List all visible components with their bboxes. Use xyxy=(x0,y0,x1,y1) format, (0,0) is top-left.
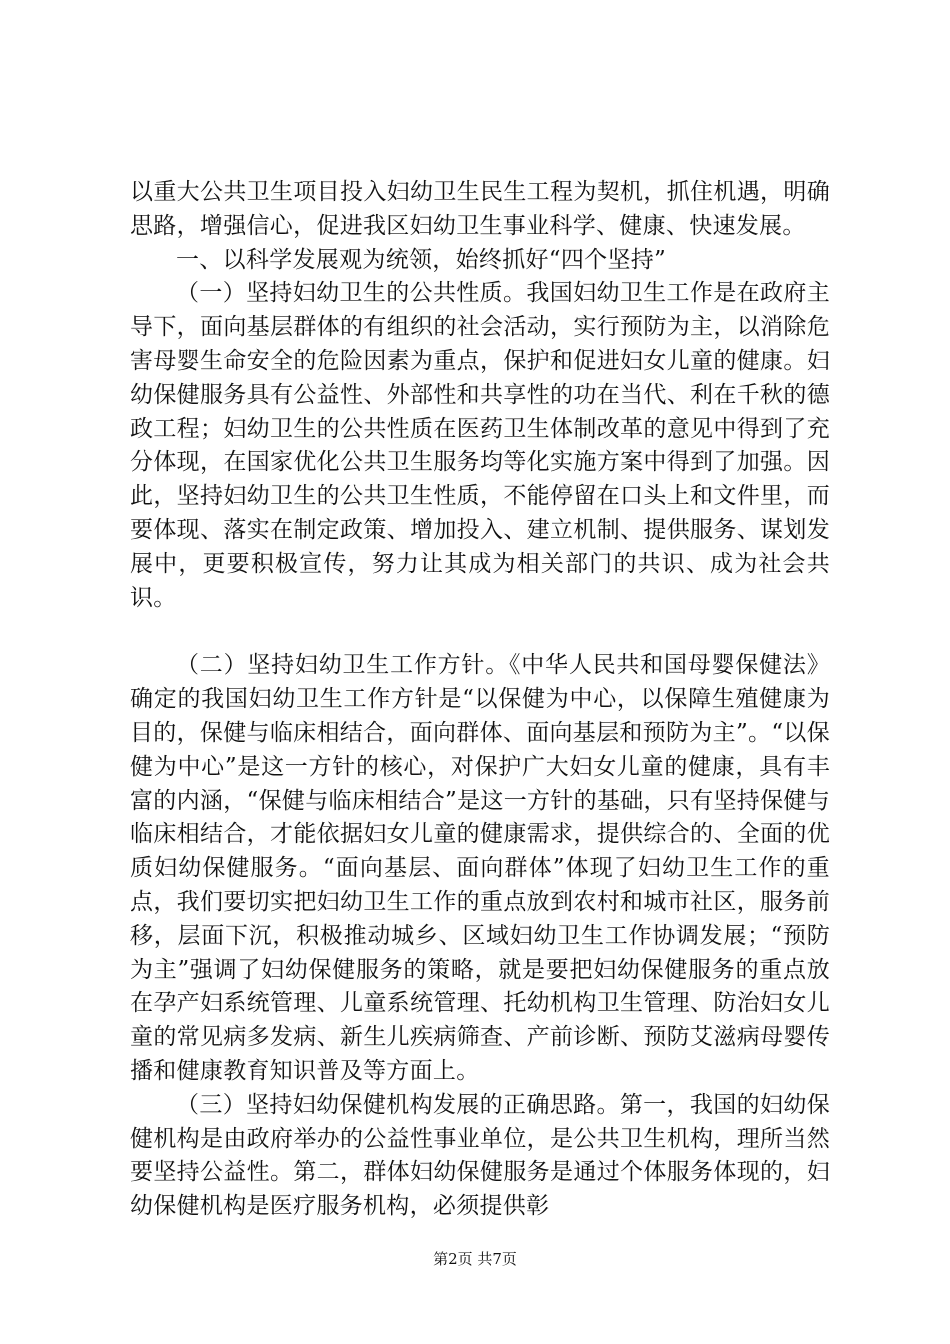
paragraph-intro: 以重大公共卫生项目投入妇幼卫生民生工程为契机，抓住机遇，明确思路，增强信心，促进我区妇幼卫生事业科学、健康、快速发展。 xyxy=(130,179,830,239)
paragraph-public-nature: （一）坚持妇幼卫生的公共性质。我国妇幼卫生工作是在政府主导下，面向基层群体的有组织的社会活动，实行预防为主，以消除危害母婴生命安全的危险因素为重点，保护和促进妇女儿童的健康。妇幼保健服务具有公益性、外部性和共享性的功在当代、利在千秋的德政工程；妇幼卫生的公共性质在医药卫生体制改革的意见中得到了充分体现，在国家优化公共卫生服务均等化实施方案中得到了加强。因此，坚持妇幼卫生的公共卫生性质，不能停留在口头上和文件里，而要体现、落实在制定政策、增加投入、建立机制、提供服务、谋划发展中，更要积极宣传，努力让其成为相关部门的共识、成为社会共识。 xyxy=(130,280,830,611)
page-number-footer: 第2页 共7页 xyxy=(433,1250,517,1268)
paragraph-work-policy: （二）坚持妇幼卫生工作方针。《中华人民共和国母婴保健法》确定的我国妇幼卫生工作方针是“以保健为中心，以保障生殖健康为目的，保健与临床相结合，面向群体、面向基层和预防为主”。“以保健为中心”是这一方针的核心，对保护广大妇女儿童的健康，具有丰富的内涵，“保健与临床相结合”是这一方针的基础，只有坚持保健与临床相结合，才能依据妇女儿童的健康需求，提供综合的、全面的优质妇幼保健服务。“面向基层、面向群体”体现了妇幼卫生工作的重点，我们要切实把妇幼卫生工作的重点放到农村和城市社区，服务前移，层面下沉，积极推动城乡、区域妇幼卫生工作协调发展；“预防为主”强调了妇幼保健服务的策略，就是要把妇幼保健服务的重点放在孕产妇系统管理、儿童系统管理、托幼机构卫生管理、防治妇女儿童的常见病多发病、新生儿疾病筛查、产前诊断、预防艾滋病母婴传播和健康教育知识普及等方面上。 xyxy=(130,652,830,1084)
document-body xyxy=(130,176,830,1224)
section-heading: 一、以科学发展观为统领，始终抓好“四个坚持” xyxy=(176,246,667,273)
paragraph-institution-direction: （三）坚持妇幼保健机构发展的正确思路。第一，我国的妇幼保健机构是由政府举办的公益性事业单位，是公共卫生机构，理所当然要坚持公益性。第二，群体妇幼保健服务是通过个体服务体现的，妇幼保健机构是医疗服务机构，必须提供彰 xyxy=(130,1091,830,1220)
